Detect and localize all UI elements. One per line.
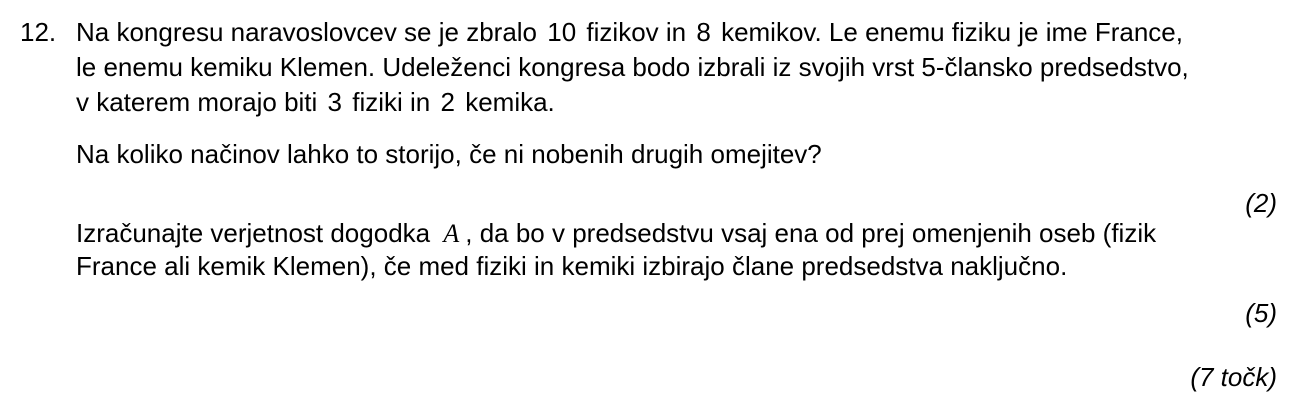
total-points: (7 točk) (1190, 362, 1277, 392)
part-b-text-before: Izračunajte verjetnost dogodka (76, 218, 431, 248)
part-b-text-after: , da bo v predsedstvu vsaj ena od prej omenjenih oseb (fizik (465, 218, 1157, 248)
part-b-points: (5) (1245, 298, 1277, 328)
required-chemists: 2 (440, 87, 455, 117)
intro-text: fiziki in (352, 87, 431, 117)
event-variable: A (443, 219, 460, 248)
part-b-text (76, 217, 1156, 283)
intro-text: kemika. (465, 87, 555, 117)
part-a-points: (2) (1245, 188, 1277, 218)
question-intro (76, 15, 1189, 120)
part-b-line-1 (76, 217, 1156, 250)
part-b-line-2: France ali kemik Klemen), če med fiziki in kemiki izbirajo člane predsedstva naključno. (76, 251, 1068, 281)
intro-text: v katerem morajo biti (76, 87, 318, 117)
intro-text: Na kongresu naravoslovcev se je zbralo (76, 17, 538, 47)
intro-line-3 (76, 85, 1189, 120)
intro-line-1 (76, 15, 1189, 50)
question-number: 12. (20, 17, 57, 47)
part-a-text: Na koliko načinov lahko to storijo, če ni nobenih drugih omejitev? (76, 139, 822, 169)
physicists-count: 10 (547, 17, 577, 47)
chemists-count: 8 (696, 17, 711, 47)
intro-text: kemikov. Le enemu fiziku je ime France, (721, 17, 1183, 47)
intro-text: fizikov in (586, 17, 687, 47)
intro-line-2: le enemu kemiku Klemen. Udeleženci kongresa bodo izbrali iz svojih vrst 5-člansko predsedstvo, (76, 52, 1189, 82)
required-physicists: 3 (327, 87, 343, 117)
